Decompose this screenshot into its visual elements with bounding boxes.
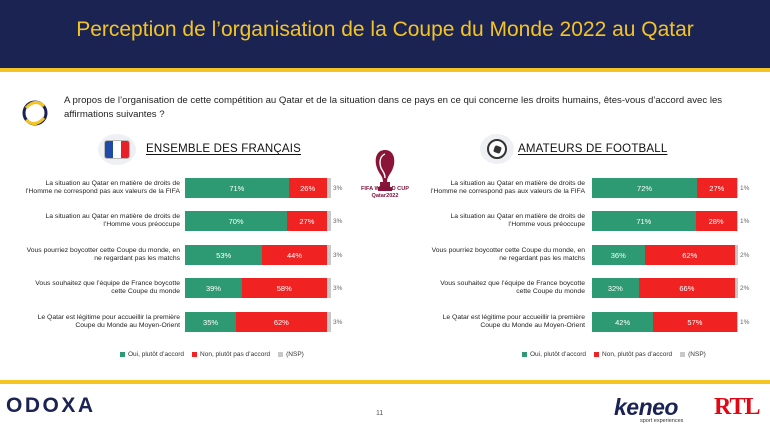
football-icon [487,139,507,159]
bar-nsp [327,278,331,298]
row-label: Vous souhaitez que l’équipe de France boycotte cette Coupe du monde [35,280,180,296]
bar-oui: 39% [185,278,242,298]
bar-oui: 32% [592,278,639,298]
bar-nsp-label: 3% [333,252,343,259]
bar-nsp [327,312,331,332]
fifa-logo-text: FIFA WORLD CUP Qatar2022 [361,186,409,199]
bar-oui: 71% [592,211,696,231]
bar-non: 58% [242,278,327,298]
bar-nsp-label: 2% [740,252,750,259]
legend-item-non [192,351,270,358]
slide-title: Perception de l’organisation de la Coupe du Monde 2022 au Qatar [76,18,694,41]
bar-nsp-label: 1% [740,319,750,326]
panel-title-amateurs: AMATEURS DE FOOTBALL [518,143,668,155]
row-label: Le Qatar est légitime pour accueillir la première Coupe du Monde au Moyen-Orient [37,314,180,330]
legend-item-nsp [680,351,706,358]
panel-title-francais: ENSEMBLE DES FRANÇAIS [146,143,302,155]
row-label: La situation au Qatar en matière de droits de l’Homme ne correspond pas aux valeurs de la FIFA [25,180,180,196]
header-rule [0,68,770,72]
legend-label-oui: Oui, plutôt d’accord [128,351,185,358]
bar-non: 66% [639,278,735,298]
row-label: La situation au Qatar en matière de droits de l’Homme vous préoccupe [450,213,585,229]
survey-question: A propos de l’organisation de cette compétition au Qatar et de la situation dans ce pays en ce qui concerne les droits humains, êtes-vous d’accord avec les affirmations suivantes ? [64,95,723,120]
bar-nsp [327,245,331,265]
legend-right [522,351,706,358]
legend-label-non: Non, plutôt pas d’accord [602,351,673,358]
row-label: La situation au Qatar en matière de droits de l’Homme vous préoccupe [45,213,180,229]
bar-nsp-label: 1% [740,218,750,225]
bar-non: 62% [645,245,736,265]
bar-nsp-label: 2% [740,285,750,292]
legend-item-non [594,351,672,358]
legend-label-nsp: (NSP) [688,351,706,358]
page-number: 11 [376,410,384,417]
bar-non: 27% [287,211,326,231]
bar-non: 28% [696,211,737,231]
bar-oui: 70% [185,211,287,231]
legend-label-non: Non, plutôt pas d’accord [200,351,271,358]
row-label: La situation au Qatar en matière de droits de l’Homme ne correspond pas aux valeurs de la FIFA [430,180,585,196]
rtl-logo: RTL [714,394,760,420]
bar-nsp [327,178,331,198]
bar-non: 57% [653,312,736,332]
france-flag-icon [104,140,130,159]
bar-nsp [735,245,738,265]
row-label: Vous souhaitez que l’équipe de France boycotte cette Coupe du monde [440,280,585,296]
bar-nsp [735,278,738,298]
keneo-tagline: sport experiences [640,418,684,424]
legend-item-oui [522,351,586,358]
bar-oui: 71% [185,178,289,198]
bar-nsp [737,178,738,198]
odoxa-logo: ODOXA [6,394,96,417]
bar-non: 62% [236,312,327,332]
bar-oui: 36% [592,245,645,265]
legend-item-oui [120,351,184,358]
bar-nsp-label: 3% [333,285,343,292]
bar-non: 44% [262,245,326,265]
legend-left [120,351,304,358]
bar-oui: 72% [592,178,697,198]
legend-item-nsp [278,351,304,358]
bar-nsp-label: 3% [333,185,343,192]
bar-oui: 35% [185,312,236,332]
footer-rule [0,380,770,384]
odoxa-mark-icon [22,96,48,130]
legend-label-nsp: (NSP) [286,351,304,358]
bar-nsp [327,211,331,231]
bar-non: 27% [697,178,736,198]
row-label: Le Qatar est légitime pour accueillir la première Coupe du Monde au Moyen-Orient [442,314,585,330]
bar-non: 26% [289,178,327,198]
bar-oui: 42% [592,312,653,332]
bar-nsp-label: 3% [333,319,343,326]
bar-nsp-label: 1% [740,185,750,192]
keneo-logo: keneo [614,394,678,420]
bar-nsp [737,211,738,231]
slide-header [0,0,770,72]
legend-label-oui: Oui, plutôt d’accord [530,351,587,358]
bar-oui: 53% [185,245,262,265]
row-label: Vous pourriez boycotter cette Coupe du monde, en ne regardant pas les matchs [431,247,585,263]
row-label: Vous pourriez boycotter cette Coupe du monde, en ne regardant pas les matchs [26,247,180,263]
bar-nsp-label: 3% [333,218,343,225]
bar-nsp [737,312,738,332]
